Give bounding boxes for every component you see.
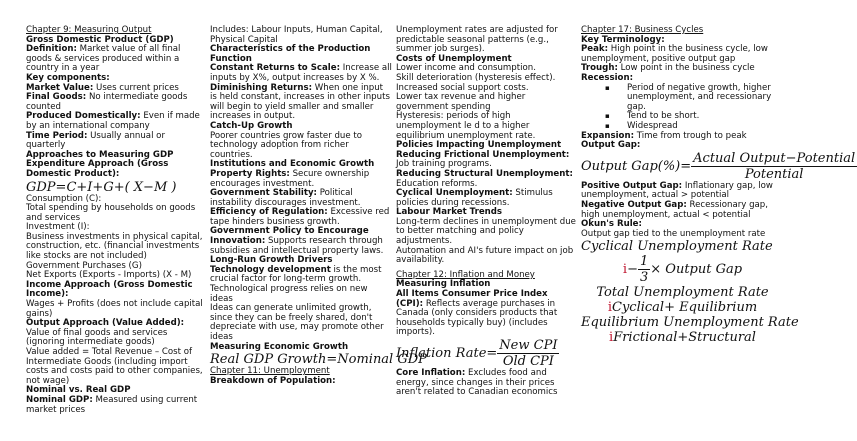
term-text: is the most crucial factor for long-term growth. [210, 264, 382, 285]
term-label: Catch-Up Growth [210, 120, 293, 131]
formula: GDP=C+I+G+( X−M ) [26, 179, 177, 195]
term-text: Chapter 12: Inflation and Money [396, 269, 535, 280]
term-text: Poorer countries grow faster due to technology adoption from richer countries. [210, 130, 363, 160]
term-label: Income Approach (Gross Domestic Income): [26, 279, 193, 300]
denominator: 3 [640, 270, 649, 286]
formula-equals-symbol: i [609, 330, 614, 346]
term-text: Investment (I): [26, 222, 90, 233]
text-line [396, 26, 576, 55]
column-3 [396, 26, 576, 441]
term-label: Trough: [581, 63, 618, 74]
term-text: Unemployment rates are adjusted for predictable seasonal patterns (e.g., summer job surges). [396, 25, 558, 55]
term-label: Key components: [26, 72, 110, 83]
text-line [210, 64, 392, 83]
term-label: Output Approach (Value Added): [26, 318, 185, 329]
text-line [581, 182, 784, 201]
numerator: 1 [640, 254, 649, 270]
term-text: Technological progress relies on new ideas [210, 284, 368, 304]
term-text: Secure ownership encourages investment. [210, 168, 370, 189]
text-line [26, 112, 206, 131]
text-line [210, 304, 392, 342]
text-line [26, 204, 206, 223]
term-label: Peak: [581, 44, 609, 55]
text-line [26, 348, 206, 386]
formula-rest: Frictional+Structural [613, 330, 756, 346]
text-line [396, 369, 576, 398]
term-text: Market value of all final goods & services produced within a country in a year [26, 44, 181, 74]
text-line [396, 247, 576, 266]
term-text: Total spending by households on goods and services [26, 203, 196, 223]
term-label: Recession: [581, 72, 634, 83]
formula [396, 338, 576, 369]
term-label: Negative Output Gap: [581, 199, 687, 210]
bullet-item [581, 84, 784, 113]
term-label: Nominal vs. Real GDP [26, 385, 131, 396]
denominator: Potential [744, 166, 804, 182]
term-text: Increase all inputs by X%, output increases by X %. [210, 63, 392, 83]
formula-equals-symbol: i [607, 300, 612, 316]
text-line [210, 227, 392, 256]
text-line [210, 285, 392, 304]
minus-sign: − [627, 262, 638, 278]
term-label: Government Stability: [210, 188, 317, 199]
term-text: Ideas can generate unlimited growth, since they can be freely shared, don't depreciate with use, may promote other ideas [210, 303, 384, 342]
term-label: Diminishing Returns: [210, 82, 313, 93]
term-text: Reflects average purchases in Canada (only considers products that households typically buy) (includes imports). [396, 298, 558, 338]
term-label: Output Gap: [581, 140, 641, 151]
text-line [396, 189, 576, 208]
term-text: Includes: Labour Inputs, Human Capital, Physical Capital [210, 25, 383, 45]
text-line [210, 189, 392, 208]
term-text: Hysteresis: periods of high unemployment le d to a higher equilibrium unemployment rate. [396, 111, 536, 141]
term-text: Chapter 17: Business Cycles [581, 25, 704, 35]
column-2 [210, 25, 427, 441]
term-text: Lower tax revenue and higher government spending [396, 92, 526, 112]
term-label: Positive Output Gap: [581, 180, 683, 191]
text-line [396, 112, 576, 141]
numerator: Actual Output−Potential [693, 150, 856, 166]
text-line [26, 281, 206, 300]
term-label: Reducing Frictional Unemployment: [396, 149, 570, 160]
term-label: Definition: [26, 44, 77, 55]
text-line [26, 300, 206, 319]
term-text: Chapter 9: Measuring Output [26, 25, 152, 35]
term-text: Uses current prices [93, 82, 179, 93]
term-label: Approaches to Measuring GDP [26, 149, 174, 160]
term-text: Business investments in physical capital, construction, etc. (financial investments like stocks are not included) [26, 231, 203, 262]
formula-heading: Equilibrium Unemployment Rate [581, 315, 799, 331]
text-line [26, 93, 206, 112]
text-line [396, 290, 576, 338]
term-text: Excessive red tape hinders business growth. [210, 207, 390, 227]
term-label: Labour Market Trends [396, 207, 503, 218]
term-text: Lower income and consumption. [396, 63, 536, 74]
text-line [26, 132, 206, 151]
term-label: Reducing Structural Unemployment: [396, 168, 573, 179]
term-text: Widespread [627, 120, 678, 131]
term-text: Automation and AI's future impact on job availability. [396, 245, 574, 266]
formula-heading: Total Unemployment Rate [596, 285, 769, 301]
term-text: Consumption (C): [26, 193, 102, 204]
term-label: Constant Returns to Scale: [210, 63, 341, 74]
term-text: Increased social support costs. [396, 82, 529, 93]
term-text: Even if made by an international company [26, 111, 200, 131]
term-label: Characteristics of the Production Function [210, 44, 371, 64]
denominator: Old CPI [502, 354, 554, 369]
formula-equals-symbol: i [622, 262, 628, 278]
text-line [26, 396, 206, 415]
term-text: Chapter 11: Unemployment [210, 366, 330, 377]
formula [581, 150, 856, 182]
term-text: Period of negative growth, higher unemployment, and recessionary gap. [627, 82, 772, 112]
fraction [638, 254, 650, 285]
term-text: Time from trough to peak [634, 130, 747, 141]
term-label: Produced Domestically: [26, 111, 141, 122]
bullet-item [581, 112, 784, 122]
formula-rest: × Output Gap [650, 262, 743, 278]
fraction [497, 338, 559, 369]
term-text: Long-term declines in unemployment due to better matching and policy adjustments. [396, 216, 576, 247]
text-line [210, 208, 392, 227]
text-line [26, 45, 206, 74]
formula-lhs: Inflation Rate= [396, 346, 498, 361]
text-line [26, 233, 206, 262]
term-label: Costs of Unemployment [396, 53, 512, 64]
term-label: Property Rights: [210, 168, 290, 179]
term-text: No intermediate goods counted [26, 92, 188, 112]
term-text: Wages + Profits (does not include capital gains) [26, 299, 203, 319]
term-label: Measuring Inflation [396, 279, 491, 290]
term-text: Political instability discourages investment. [210, 188, 361, 208]
column-1 [26, 26, 206, 441]
term-text: Low point in the business cycle [617, 63, 755, 74]
term-text: Recessionary gap, high unemployment, actual < potential [581, 199, 768, 220]
term-label: Gross Domestic Product (GDP) [26, 34, 174, 45]
text-line [26, 160, 206, 179]
text-line [210, 170, 392, 189]
term-label: Government Policy to Encourage Innovation: [210, 226, 369, 247]
formula-lhs: Output Gap(%)= [581, 158, 692, 174]
term-text: Measured using current market prices [26, 394, 198, 415]
text-line [581, 45, 784, 64]
term-text: Government Purchases (G) [26, 260, 142, 271]
text-line [210, 343, 392, 353]
bullet-item [581, 122, 784, 132]
term-text: Education reforms. [396, 178, 478, 189]
text-line [210, 266, 392, 285]
term-text: Usually annual or quarterly [26, 130, 165, 151]
text-line [26, 329, 206, 348]
text-line [210, 45, 392, 64]
term-label: Expansion: [581, 130, 635, 141]
text-line [210, 377, 392, 387]
term-text: Net Exports (Exports - Imports) (X - M) [26, 270, 192, 281]
term-label: Breakdown of Population: [210, 375, 336, 386]
term-text: Skill deterioration (hysteresis effect). [396, 72, 556, 83]
term-label: Technology development [210, 264, 331, 275]
text-line [396, 218, 576, 247]
term-text: When one input is held constant, increases in other inputs will begin to yield smaller and smaller increases in output. [210, 82, 390, 122]
text-line [210, 132, 392, 161]
term-label: Key Terminology: [581, 34, 665, 45]
term-text: Value added = Total Revenue – Cost of Intermediate Goods (including import costs and costs paid to other companies, not wage) [26, 347, 203, 386]
fraction [691, 151, 857, 182]
term-label: Institutions and Economic Growth [210, 159, 375, 170]
text-line [581, 230, 784, 240]
term-text: Excludes food and energy, since changes in their prices aren't related to Canadian economics [396, 368, 558, 398]
term-label: Market Value: [26, 82, 94, 93]
formula: Real GDP Growth=Nominal GDP [210, 352, 427, 368]
term-label: Nominal GDP: [26, 394, 93, 405]
text-line [396, 151, 576, 170]
formula [581, 330, 784, 345]
text-line [210, 84, 392, 122]
term-label: Expenditure Approach (Gross Domestic Product): [26, 159, 169, 179]
formula-rest: Cyclical+ Equilibrium [612, 300, 758, 316]
text-line [581, 201, 784, 220]
numerator: New CPI [499, 338, 558, 353]
term-label: Time Period: [26, 130, 88, 141]
text-line [210, 26, 392, 45]
term-label: Okun's Rule: [581, 219, 642, 230]
term-label: Long-Run Growth Drivers [210, 255, 333, 266]
formula [581, 300, 784, 315]
term-text: Inflationary gap, low unemployment, actual > potential [581, 180, 773, 201]
term-text: Stimulus policies during recessions. [396, 188, 553, 208]
text-line [396, 93, 576, 112]
text-line [396, 170, 576, 189]
term-label: Policies Impacting Unemployment [396, 140, 562, 151]
term-label: Measuring Economic Growth [210, 341, 349, 352]
term-label: All Items Consumer Price Index (CPI): [396, 289, 548, 309]
formula-heading: Cyclical Unemployment Rate [581, 239, 773, 255]
term-label: Final Goods: [26, 92, 87, 103]
okun-formula [581, 254, 784, 285]
text-line [581, 141, 784, 151]
term-label: Efficiency of Regulation: [210, 207, 328, 218]
term-text: Tend to be short. [627, 111, 700, 122]
term-text: Value of final goods and services (ignoring intermediate goods) [26, 327, 168, 348]
term-text: Job training programs. [396, 159, 492, 170]
term-label: Core Inflation: [396, 368, 466, 378]
term-text: Output gap tied to the unemployment rate [581, 228, 766, 239]
term-label: Cyclical Unemployment: [396, 188, 513, 199]
term-text: Supports research through subsidies and intellectual property laws. [210, 236, 384, 256]
term-text: High point in the business cycle, low unemployment, positive output gap [581, 44, 768, 64]
column-4 [581, 25, 856, 441]
